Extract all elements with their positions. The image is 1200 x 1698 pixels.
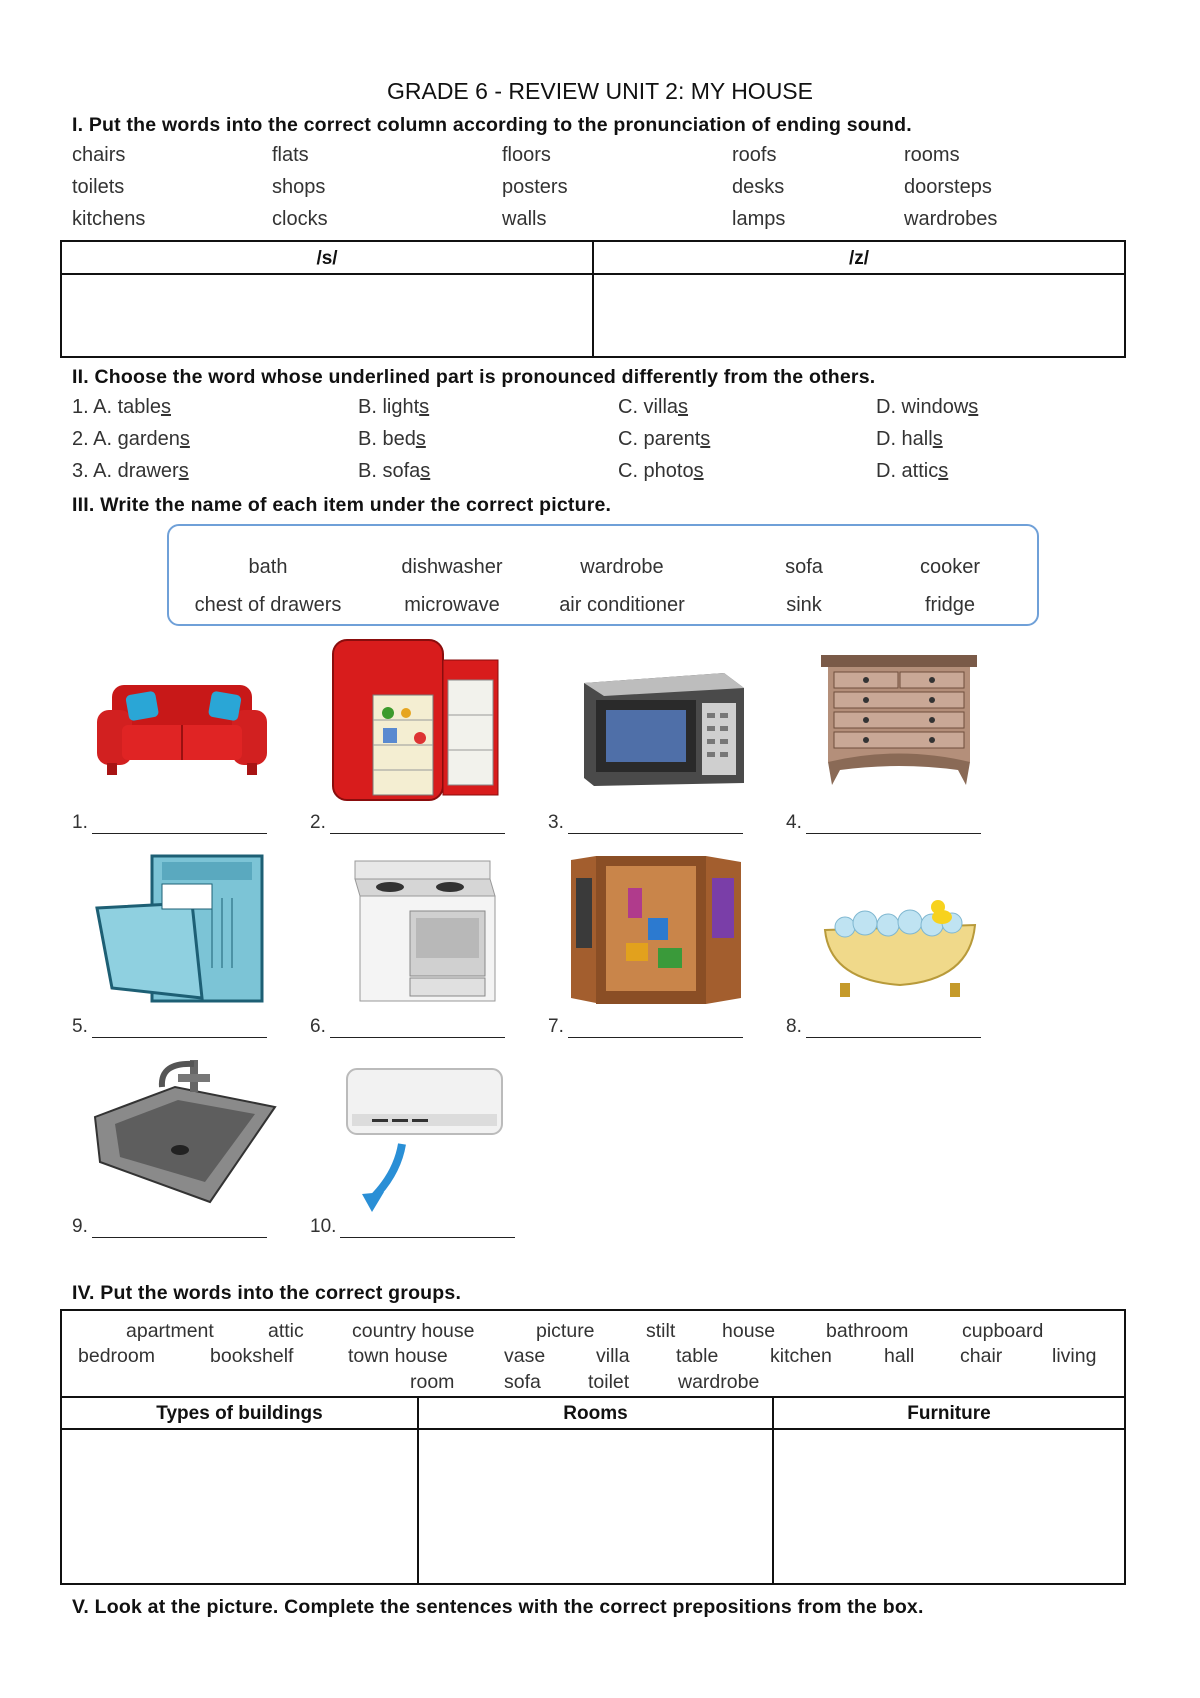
answer-9[interactable] xyxy=(72,1216,267,1238)
option-item[interactable] xyxy=(358,428,426,451)
option-item[interactable] xyxy=(618,396,688,419)
answer-cell-buildings[interactable] xyxy=(62,1430,417,1583)
answer-6[interactable] xyxy=(310,1016,505,1038)
box-word: air conditioner xyxy=(559,594,685,616)
group-word: villa xyxy=(596,1345,630,1367)
word-item: walls xyxy=(502,208,547,230)
microwave-picture xyxy=(574,668,746,790)
option-text: 3. A. drawer xyxy=(72,460,179,482)
header-types-of-buildings: Types of buildings xyxy=(156,1403,323,1424)
word-item: toilets xyxy=(72,176,125,198)
group-word: hall xyxy=(884,1345,915,1367)
underlined-part: s xyxy=(932,428,943,450)
group-word: house xyxy=(722,1320,776,1342)
word-item: shops xyxy=(272,176,326,198)
answer-number: 2. xyxy=(310,812,326,833)
answer-cell-rooms[interactable] xyxy=(419,1430,772,1583)
answer-1[interactable] xyxy=(72,812,267,834)
answer-cell-furniture[interactable] xyxy=(774,1430,1124,1583)
answer-4[interactable] xyxy=(786,812,981,834)
answer-number: 4. xyxy=(786,812,802,833)
column-header-s: /s/ xyxy=(316,248,338,269)
sink-picture xyxy=(90,1052,280,1212)
section-5-heading: V. Look at the picture. Complete the sentences with the correct prepositions from the box. xyxy=(72,1596,924,1618)
option-item[interactable] xyxy=(876,396,978,419)
answer-10[interactable] xyxy=(310,1216,515,1238)
option-text: C. photo xyxy=(618,460,694,482)
box-word: fridge xyxy=(924,594,976,616)
underlined-part: s xyxy=(178,460,189,482)
group-word: stilt xyxy=(646,1320,676,1342)
group-word: vase xyxy=(504,1345,546,1367)
answer-number: 1. xyxy=(72,812,88,833)
box-word: dishwasher xyxy=(401,556,503,578)
section-3-heading: III. Write the name of each item under the correct picture. xyxy=(72,494,612,516)
option-text: 2. A. garden xyxy=(72,428,180,450)
answer-number: 5. xyxy=(72,1016,88,1037)
bath-picture xyxy=(820,895,980,1005)
group-word: room xyxy=(410,1371,455,1393)
section-2-heading: II. Choose the word whose underlined part is pronounced differently from the others. xyxy=(72,366,876,388)
page-title: GRADE 6 - REVIEW UNIT 2: MY HOUSE xyxy=(386,78,813,104)
section-1-table xyxy=(60,240,1126,358)
group-word: bathroom xyxy=(826,1320,909,1342)
box-word: bath xyxy=(248,556,288,578)
word-item: kitchens xyxy=(72,208,146,230)
answer-number: 9. xyxy=(72,1216,88,1237)
box-word: wardrobe xyxy=(580,556,664,578)
box-word: sofa xyxy=(785,556,823,578)
option-item[interactable] xyxy=(876,460,948,483)
word-item: rooms xyxy=(904,144,960,166)
group-word: kitchen xyxy=(770,1345,832,1367)
underlined-part: s xyxy=(693,460,704,482)
option-text: D. window xyxy=(876,396,969,418)
option-item[interactable] xyxy=(72,396,171,419)
underlined-part: s xyxy=(420,460,431,482)
sofa-picture xyxy=(92,665,272,785)
group-word: living xyxy=(1052,1345,1097,1367)
option-text: D. attic xyxy=(876,460,939,482)
wardrobe-picture xyxy=(566,848,746,1008)
fridge-picture xyxy=(328,635,508,805)
cooker-picture xyxy=(350,856,500,1006)
option-text: B. bed xyxy=(358,428,416,450)
answer-cell-z[interactable] xyxy=(594,275,1124,356)
underlined-part: s xyxy=(160,396,171,418)
answer-8[interactable] xyxy=(786,1016,981,1038)
word-item: posters xyxy=(502,176,568,198)
group-word: picture xyxy=(536,1320,595,1342)
group-word: country house xyxy=(352,1320,475,1342)
word-item: lamps xyxy=(732,208,786,230)
underlined-part: s xyxy=(678,396,689,418)
word-item: flats xyxy=(272,144,309,166)
box-word: microwave xyxy=(404,594,500,616)
word-item: clocks xyxy=(272,208,328,230)
option-text: D. hall xyxy=(876,428,933,450)
group-word: attic xyxy=(268,1320,304,1342)
dishwasher-picture xyxy=(92,848,272,1008)
column-header-z: /z/ xyxy=(848,248,870,269)
group-word: cupboard xyxy=(962,1320,1044,1342)
answer-number: 10. xyxy=(310,1216,337,1237)
option-item[interactable] xyxy=(358,396,429,419)
answer-2[interactable] xyxy=(310,812,505,834)
chest-of-drawers-picture xyxy=(816,650,982,790)
answer-number: 7. xyxy=(548,1016,564,1037)
word-item: wardrobes xyxy=(904,208,998,230)
word-item: floors xyxy=(502,144,551,166)
answer-number: 6. xyxy=(310,1016,326,1037)
option-item[interactable] xyxy=(72,460,189,483)
section-1-heading: I. Put the words into the correct column according to the pronunciation of ending sound. xyxy=(72,114,912,136)
group-word: bedroom xyxy=(78,1345,155,1367)
underlined-part: s xyxy=(179,428,190,450)
box-word: chest of drawers xyxy=(194,594,342,616)
air-conditioner-picture xyxy=(342,1064,507,1214)
option-item[interactable] xyxy=(358,460,430,483)
group-word: wardrobe xyxy=(678,1371,760,1393)
option-item[interactable] xyxy=(72,428,190,451)
word-item: doorsteps xyxy=(904,176,992,198)
answer-number: 3. xyxy=(548,812,564,833)
underlined-part: s xyxy=(938,460,949,482)
section-4-heading: IV. Put the words into the correct groups. xyxy=(72,1282,462,1304)
box-word: cooker xyxy=(919,556,981,578)
header-rooms: Rooms xyxy=(563,1403,628,1424)
option-item[interactable] xyxy=(618,460,704,483)
underlined-part: s xyxy=(700,428,711,450)
answer-3[interactable] xyxy=(548,812,743,834)
answer-cell-s[interactable] xyxy=(62,275,594,356)
group-word: apartment xyxy=(126,1320,214,1342)
word-item: desks xyxy=(732,176,785,198)
group-word: table xyxy=(676,1345,719,1367)
answer-7[interactable] xyxy=(548,1016,743,1038)
option-item[interactable] xyxy=(876,428,943,451)
underlined-part: s xyxy=(968,396,979,418)
underlined-part: s xyxy=(415,428,426,450)
option-text: B. light xyxy=(358,396,420,418)
word-item: roofs xyxy=(732,144,777,166)
answer-number: 8. xyxy=(786,1016,802,1037)
option-text: C. parent xyxy=(618,428,701,450)
answer-5[interactable] xyxy=(72,1016,267,1038)
option-item[interactable] xyxy=(618,428,710,451)
group-word: town house xyxy=(348,1345,448,1367)
group-word: chair xyxy=(960,1345,1003,1367)
header-furniture: Furniture xyxy=(907,1403,991,1424)
option-text: C. villa xyxy=(618,396,679,418)
option-text: B. sofa xyxy=(358,460,421,482)
group-word: bookshelf xyxy=(210,1345,294,1367)
word-item: chairs xyxy=(72,144,126,166)
group-word: toilet xyxy=(588,1371,630,1393)
option-text: 1. A. table xyxy=(72,396,161,418)
underlined-part: s xyxy=(419,396,430,418)
group-word: sofa xyxy=(504,1371,541,1393)
box-word: sink xyxy=(786,594,822,616)
